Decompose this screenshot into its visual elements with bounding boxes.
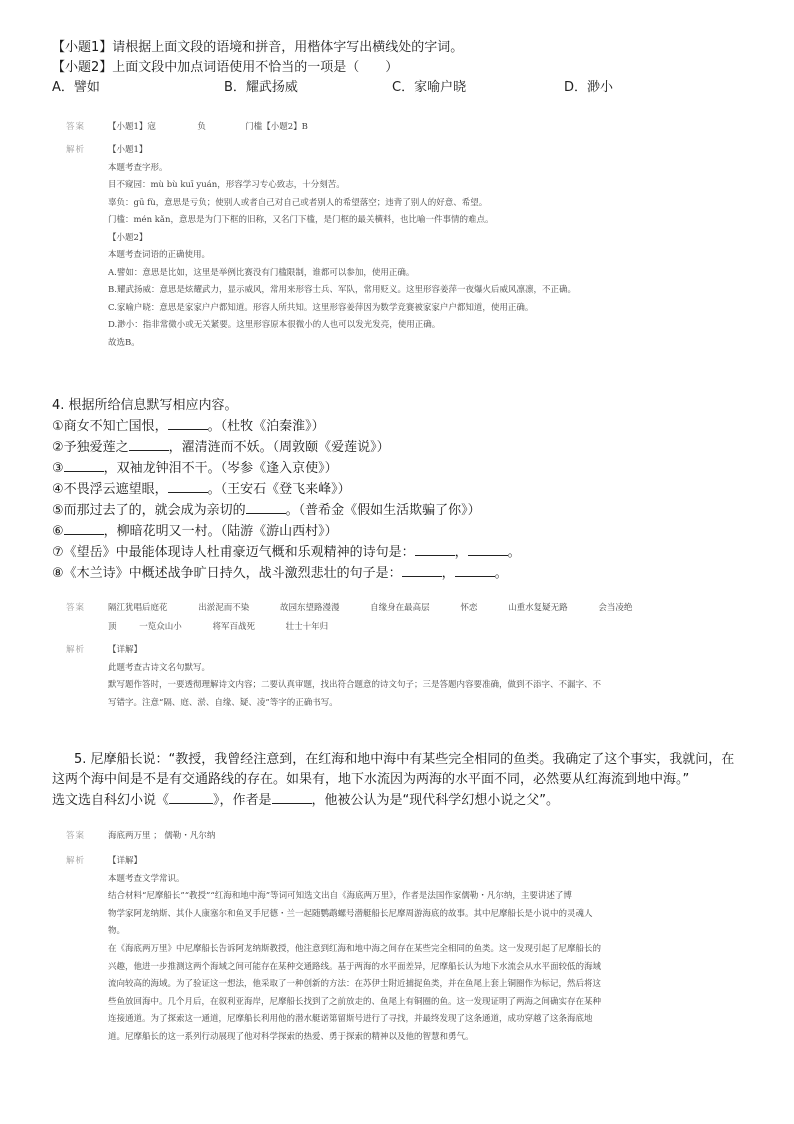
answer-item: 出淤泥而不染 (198, 603, 250, 613)
option-b: B．耀武扬威 (224, 80, 298, 95)
analysis-line: 在《海底两万里》中尼摩船长告诉阿龙纳斯教授，他注意到红海和地中海之间存在某些完全相同的鱼类。这一发现引起了尼摩船长的 (108, 943, 602, 954)
analysis-line: 【详解】 (108, 645, 143, 655)
question-4-item: ②予独爱莲之 ，濯清涟而不妖。（周敦颐《爱莲说》） (52, 437, 521, 458)
question-4-item: ⑦《望岳》中最能体现诗人杜甫豪迈气概和乐观精神的诗句是： ， 。 (52, 542, 521, 563)
answer-item: 将军百战死 (212, 622, 255, 632)
question-4-item: ④不畏浮云遮望眼， 。（王安石《登飞来峰》） (52, 479, 521, 500)
answer-label: 答案 (66, 603, 86, 613)
analysis-line: 【小题2】 (108, 232, 148, 243)
question-4-item: ⑤而那过去了的，就会成为亲切的 。（普希金《假如生活欺骗了你》） (52, 500, 521, 521)
answer-text: 海底两万里 ； 儒勒・凡尔纳 (108, 831, 216, 841)
question-3-answer (66, 119, 766, 136)
question-5-line: 5. 尼摩船长说：“教授，我曾经注意到，在红海和地中海中有某些完全相同的鱼类。我确定了这个事实，我就问，在 (74, 752, 735, 767)
analysis-line: 【小题1】 (108, 145, 148, 155)
answer-item: 自缘身在最高层 (370, 603, 430, 613)
analysis-line: 此题考查古诗文名句默写。 (108, 662, 211, 673)
option-c: C．家喻户晓 (392, 80, 467, 95)
option-d: D．渺小 (564, 80, 614, 95)
answer-item: 隔江犹唱后庭花 (108, 603, 168, 613)
question-4-block (52, 396, 521, 584)
analysis-label: 解析 (66, 856, 86, 866)
answer-part-1: 【小题1】寇 (108, 122, 156, 132)
analysis-line: A.譬如：意思是比如，这里是举例比赛没有门槛限制，谁都可以参加，使用正确。 (108, 267, 415, 278)
answer-label: 答案 (66, 831, 86, 841)
analysis-line: 物。 (108, 926, 126, 937)
answer-item: 怀恋 (460, 603, 478, 613)
analysis-label: 解析 (66, 145, 86, 155)
question-4-item: ⑥ ，柳暗花明又一村。（陆游《游山西村》） (52, 521, 521, 542)
answer-part-3: 门槛【小题2】B (245, 122, 308, 132)
answer-item: 会当凌绝 (598, 603, 633, 613)
analysis-line: 写错字。注意“隔、庭、淤、自缘、疑、凌”等字的正确书写。 (108, 697, 338, 708)
analysis-line: 【详解】 (108, 856, 143, 866)
analysis-line: B.耀武扬威：意思是炫耀武力，显示威风，常用来形容士兵、军队，常用贬义。这里形容姜萍一夜爆火后威风凛凛，不正确。 (108, 285, 576, 295)
analysis-line: 门槛：mén kǎn，意思是为门下框的旧称，又名门下槛，是门框的最关横料，也比喻一件事情的难点。 (108, 215, 494, 225)
analysis-line: 些鱼放回海中。几个月后，在叙利亚海岸，尼摩船长找到了之前放走的、鱼尾上有铜圈的鱼。这一发现证明了两海之间确实存在某种 (108, 996, 602, 1007)
answer-item: 顶 (108, 622, 117, 632)
question-4-answer (66, 599, 776, 637)
answer-item: 故园东望路漫漫 (279, 603, 340, 613)
answer-label: 答案 (66, 122, 86, 132)
question-5-line: 这两个海中间是不是有交通路线的存在。如果有，地下水流因为两海的水平面不同，必然要从红海流到地中海。” (52, 772, 690, 787)
analysis-line: 辜负：gū fù，意思是亏负；使别人或者自己对自己或者别人的希望落空；违背了别人的好意、希望。 (108, 197, 488, 208)
analysis-line: 兴趣，他进一步推测这两个海域之间可能存在某种交通路线。基于两海的水平面差异，尼摩船长认为地下水流会从水平面较低的海域 (108, 961, 602, 972)
analysis-line: 结合材料“尼摩船长”“教授”“红海和地中海”等词可知选文出自《海底两万里》，作者是法国作家儒勒・凡尔纳，主要讲述了博 (108, 891, 572, 902)
question-4-analysis (66, 642, 776, 712)
analysis-line: 目不窥园：mù bù kuī yuán，形容学习专心致志，十分刻苦。 (108, 180, 345, 190)
question-5-analysis (66, 853, 776, 1047)
analysis-line: 连接通道。为了探索这一通道，尼摩船长利用他的潜水艇诺第留斯号进行了寻找，并最终发现了这条通道，成功穿越了这条海底地 (108, 1014, 593, 1025)
answer-part-2: 负 (197, 122, 206, 132)
answer-item: 一览众山小 (139, 622, 182, 632)
question-4-item: ①商女不知亡国恨， 。（杜牧《泊秦淮》） (52, 416, 521, 437)
question-4-item: ⑧《木兰诗》中概述战争旷日持久，战斗激烈悲壮的句子是： ， 。 (52, 563, 521, 584)
analysis-line: 本题考查字形。 (108, 162, 168, 173)
question-5-line: 选文选自科幻小说《 》，作者是 ，他被公认为是“现代科学幻想小说之父”。 (52, 790, 734, 811)
question-3-options (52, 78, 613, 98)
question-4-item: ③ ，双袖龙钟泪不干。（岑参《逢入京使》） (52, 458, 521, 479)
option-a: A．譬如 (52, 80, 100, 95)
analysis-label: 解析 (66, 645, 86, 655)
analysis-line: 本题考查文学常识。 (108, 873, 185, 884)
analysis-line: 故选B。 (108, 337, 140, 348)
question-5-answer (66, 828, 776, 845)
analysis-line: C.家喻户晓：意思是家家户户都知道。形容人所共知。这里形容姜萍因为数学竞赛被家家户户都知道，使用正确。 (108, 302, 534, 313)
analysis-line: 流向较高的海域。为了验证这一想法，他采取了一种创新的方法：在苏伊士附近捕捉鱼类，并在鱼尾上套上铜圈作为标记，然后将这 (108, 979, 602, 990)
answer-item: 山重水复疑无路 (508, 603, 568, 613)
answer-item: 壮士十年归 (285, 622, 329, 632)
question-4-title: 4. 根据所给信息默写相应内容。 (52, 398, 238, 413)
question-3-subquestion-2: 【小题2】上面文段中加点词语使用不恰当的一项是（ ） (52, 60, 399, 75)
analysis-line: 本题考查词语的正确使用。 (108, 250, 211, 260)
question-3-analysis (66, 142, 776, 352)
analysis-line: 道。尼摩船长的这一系列行动展现了他对科学探索的热爱、勇于探索的精神以及他的智慧和勇气。 (108, 1031, 474, 1042)
question-3-subquestion-1: 【小题1】请根据上面文段的语境和拼音，用楷体字写出横线处的字词。 (52, 40, 464, 55)
analysis-line: 默写题作答时，一要透彻理解诗文内容；二要认真审题，找出符合题意的诗文句子；三是答题内容要准确，做到不添字、不漏字、不 (108, 680, 602, 690)
analysis-line: 物学家阿龙纳斯、其仆人康塞尔和鱼叉手尼德・兰一起随鹦鹉螺号潜艇船长尼摩周游海底的故事。其中尼摩船长是小说中的灵魂人 (108, 908, 593, 919)
question-5-block (52, 750, 734, 811)
analysis-line: D.渺小：指非常微小或无关紧要。这里形容原本很微小的人也可以发光发亮，使用正确。 (108, 320, 441, 330)
question-3-block (52, 38, 613, 98)
